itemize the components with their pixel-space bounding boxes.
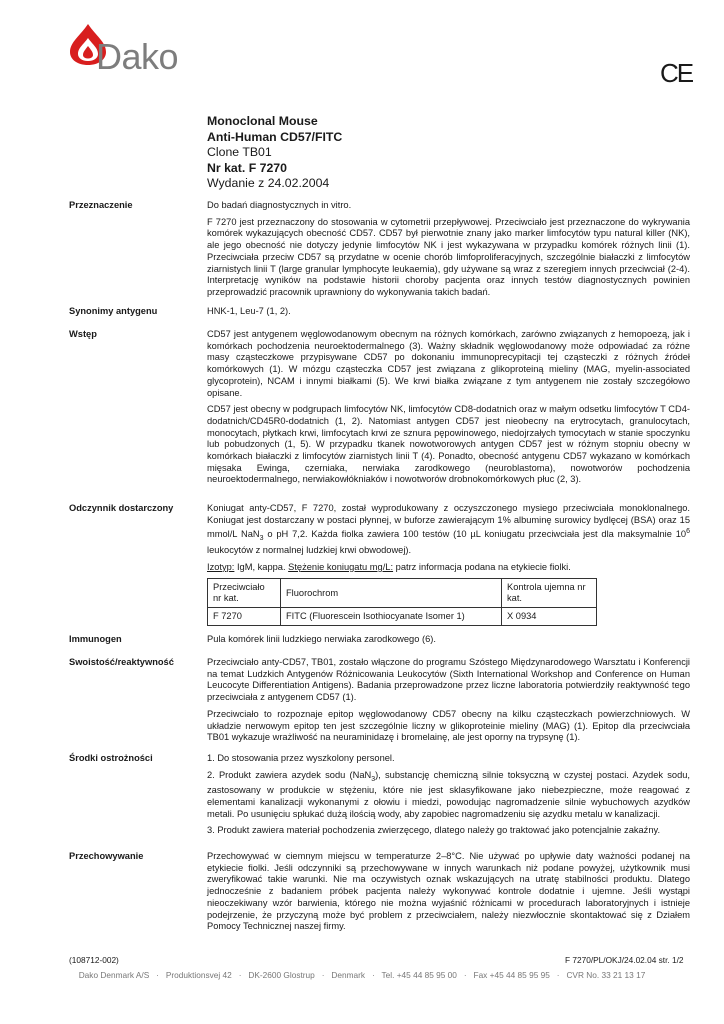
paragraph-isotype: Izotyp: IgM, kappa. Stężenie koniugatu mg/L: patrz informacja podana na etykiecie fiolki. bbox=[207, 561, 571, 572]
table-header-cell: Kontrola ujemna nr kat. bbox=[502, 579, 597, 608]
table-cell: FITC (Fluorescein Isothiocyanate Isomer 1) bbox=[281, 608, 502, 626]
ce-mark: CE bbox=[660, 58, 693, 88]
section-label: Immunogen bbox=[69, 634, 122, 644]
paragraph: Przechowywać w ciemnym miejscu w temperaturze 2–8°C. Nie używać po upływie daty ważności podanej na etykiecie fiolki. Jeśli odczynniki są przechowywane w innych warunkach niż podane powyżej, użytkownik musi zweryfikować takie warunki. Nie ma oczywistych oznak wskazujących na utratę stabilności produktu. Dlatego jednocześnie z badaniem próbek pacjenta należy wykonywać kontrole dodatnie i ujemne. Jeśli wystąpi nieoczekiwany wzór barwienia, którego nie można wyjaśnić różnicami w procedurach laboratoryjnych i istnieje podejrzenie, że przyczyną może być problem z przeciwciałem, należy niezwłocznie skontaktować się z Działem Pomocy Technicznej naszej firmy. bbox=[207, 851, 690, 932]
section-body bbox=[207, 657, 690, 749]
edition-date: Wydanie z 24.02.2004 bbox=[207, 176, 330, 190]
section-label: Wstęp bbox=[69, 329, 97, 339]
table-header-row bbox=[208, 579, 597, 608]
product-name-line2: Anti-Human CD57/FITC bbox=[207, 129, 343, 144]
paragraph: F 7270 jest przeznaczony do stosowania w cytometrii przepływowej. Przeciwciało jest przeznaczone do wykrywania komórek wykazujących obecność CD57. CD57 był pierwotnie znany jako marker limfocytów typu natural killer (NK), ale jego obecność nie dotyczy jedynie limfocytów NK i jest wykazywana w przypadku komórek różnych linii (1). Przeciwciała przeciw CD57 są przydatne w ocenie chorób limfoproliferacyjnych, szczególnie białaczki z limfocytów ziarnistych linii T (large granular lymphocyte leukaemia), gdy używane są wraz z szeregiem innych przeciwciał (2-4). Interpretację wyników na podstawie historii choroby pacjenta oraz innych testów diagnostycznych powinien przeprowadzić pracownik uprawniony do wykonywania takich badań. bbox=[207, 216, 690, 297]
paragraph: Do badań diagnostycznych in vitro. bbox=[207, 200, 352, 210]
table-header-cell: Fluorochrom bbox=[281, 579, 502, 608]
reagent-table bbox=[207, 578, 597, 626]
section-label: Środki ostrożności bbox=[69, 753, 153, 763]
paragraph: 3. Produkt zawiera materiał pochodzenia zwierzęcego, dlatego należy go traktować jako potencjalnie zakaźny. bbox=[207, 825, 661, 836]
paragraph: Pula komórek linii ludzkiego nerwiaka zarodkowego (6). bbox=[207, 634, 436, 644]
document-header bbox=[207, 114, 342, 192]
clone-name: Clone TB01 bbox=[207, 145, 272, 159]
table-header-cell: Przeciwciało nr kat. bbox=[208, 579, 281, 608]
paragraph: Koniugat anty-CD57, F 7270, został wyprodukowany z oczyszczonego mysiego przeciwciała monoklonalnego. Koniugat jest dostarczany w postaci płynnej, w buforze zawierającym 1% albuminę surowicy bydlęcej (BSA) oraz 15 mmol/L NaN$_3$ o pH 7,2. Każda fiolka zawiera 100 testów (10 µL koniugatu przeciwciała jest dla maksymalnie $10^6$ leukocytów z normalnej ludzkiej krwi obwodowej). bbox=[207, 503, 690, 556]
section-body bbox=[207, 753, 690, 842]
paragraph: HNK-1, Leu-7 (1, 2). bbox=[207, 306, 291, 316]
footer-company-info: Dako Denmark A/S · Produktionsvej 42 · DK-2600 Glostrup · Denmark · Tel. +45 44 85 95 00 · Fax +45 44 85 95 95 · CVR No. 33 21 13 17 bbox=[78, 970, 646, 980]
paragraph: 2. Produkt zawiera azydek sodu (NaN$_3$), substancję chemiczną silnie toksyczną w czystej postaci. Azydek sodu, zastosowany w produkcie w stężeniu, które nie jest sklasyfikowane jako niebezpieczne, może reagować z elementami kanalizacji wykonanymi z ołowiu i miedzi, powodując nagromadzenie silnie wybuchowych azydków metali. Po usunięciu spłukać dużą ilością wody, aby zapobiec nagromadzeniu się azydku metalu w kanalizacji. bbox=[207, 769, 690, 819]
dako-wordmark: Dako bbox=[96, 36, 179, 77]
section-body bbox=[207, 503, 690, 626]
section-label: Przeznaczenie bbox=[69, 200, 133, 210]
section-body bbox=[207, 306, 690, 323]
table-cell: F 7270 bbox=[208, 608, 281, 626]
section-label: Swoistość/reaktywność bbox=[69, 657, 174, 667]
footer-page-ref: F 7270/PL/OKJ/24.02.04 str. 1/2 bbox=[565, 955, 684, 965]
section-body bbox=[207, 634, 690, 651]
section-label: Synonimy antygenu bbox=[69, 306, 158, 316]
catalog-number: Nr kat. F 7270 bbox=[207, 160, 287, 175]
section-body bbox=[207, 329, 690, 491]
table-row bbox=[208, 608, 597, 626]
paragraph: Przeciwciało to rozpoznaje epitop węglowodanowy CD57 obecny na kilku cząsteczkach powierzchniowych. W układzie nerwowym epitop ten jest szczególnie liczny w glikoproteinie mieliny (MAG) (1). Epitop dla przeciwciała TB01 wykazuje wrażliwość na neuraminidazę i bromelainę, ale jest oporny na trypsynę (1). bbox=[207, 708, 690, 743]
section-body bbox=[207, 200, 690, 304]
paragraph: Przeciwciało anty-CD57, TB01, zostało włączone do programu Szóstego Międzynarodowego Warsztatu i Konferencji na temat Ludzkich Antygenów Różnicowania Leukocytów (Sixth International Workshop and Conference on Human Leucocyte Differentiation Antigens). Badania przeprowadzone przez liczne laboratoria potwierdziły reaktywność tego przeciwciała z antygenem CD57 (1). bbox=[207, 657, 690, 703]
table-cell: X 0934 bbox=[502, 608, 597, 626]
section-body bbox=[207, 851, 690, 938]
paragraph: CD57 jest antygenem węglowodanowym obecnym na różnych komórkach, zarówno związanych z hemopoezą, jak i komórkach pochodzenia neuroektodermalnego (3). Ważny składnik węglowodanowy może odpowiadać za różne masy cząsteczkowe przypisywane CD57 po dokonaniu immunoprecypitacji tej cząsteczki z różnych źródeł komórkowych (1). W mózgu cząsteczka CD57 jest związana z glikoproteiną mieliny (MAG, myelin-associated glycoprotein), NCAM i innymi białkami (5). We krwi białka związane z tym antygenem nie zostały szczegółowo opisane. bbox=[207, 329, 690, 398]
footer-document-id: (108712-002) bbox=[69, 955, 119, 965]
paragraph: CD57 jest obecny w podgrupach limfocytów NK, limfocytów CD8-dodatnich oraz w małym odsetku limfocytów T CD4-dodatnich/CD45R0-dodatnich (1, 2). Natomiast antygen CD57 jest nieobecny na erytrocytach, granulocytach, monocytach, płytkach krwi, limfocytach krwi ze sznura pępowinowego, niedojrzałych tymocytach w stanie spoczynku lub pobudzonych (1, 5). W przypadku tkanek nowotworowych antygen CD57 jest w różnym stopniu obecny w komórkach białaczki z limfocytów ziarnistych linii T (4). Ponadto, obecność antygenu CD57 wykazano w komórkach mięsaka Ewinga, czerniaka, nerwiaka zarodkowego (neuroblastoma), nowotworów pochodzenia neuroektodermalnego, nerwiakowłókniaków i nowotworów drobnokomórkowych płuc (2, 3). bbox=[207, 404, 690, 485]
paragraph: 1. Do stosowania przez wyszkolony personel. bbox=[207, 753, 395, 763]
product-name-line1: Monoclonal Mouse bbox=[207, 114, 318, 128]
section-label: Odczynnik dostarczony bbox=[69, 503, 174, 513]
section-label: Przechowywanie bbox=[69, 851, 144, 861]
